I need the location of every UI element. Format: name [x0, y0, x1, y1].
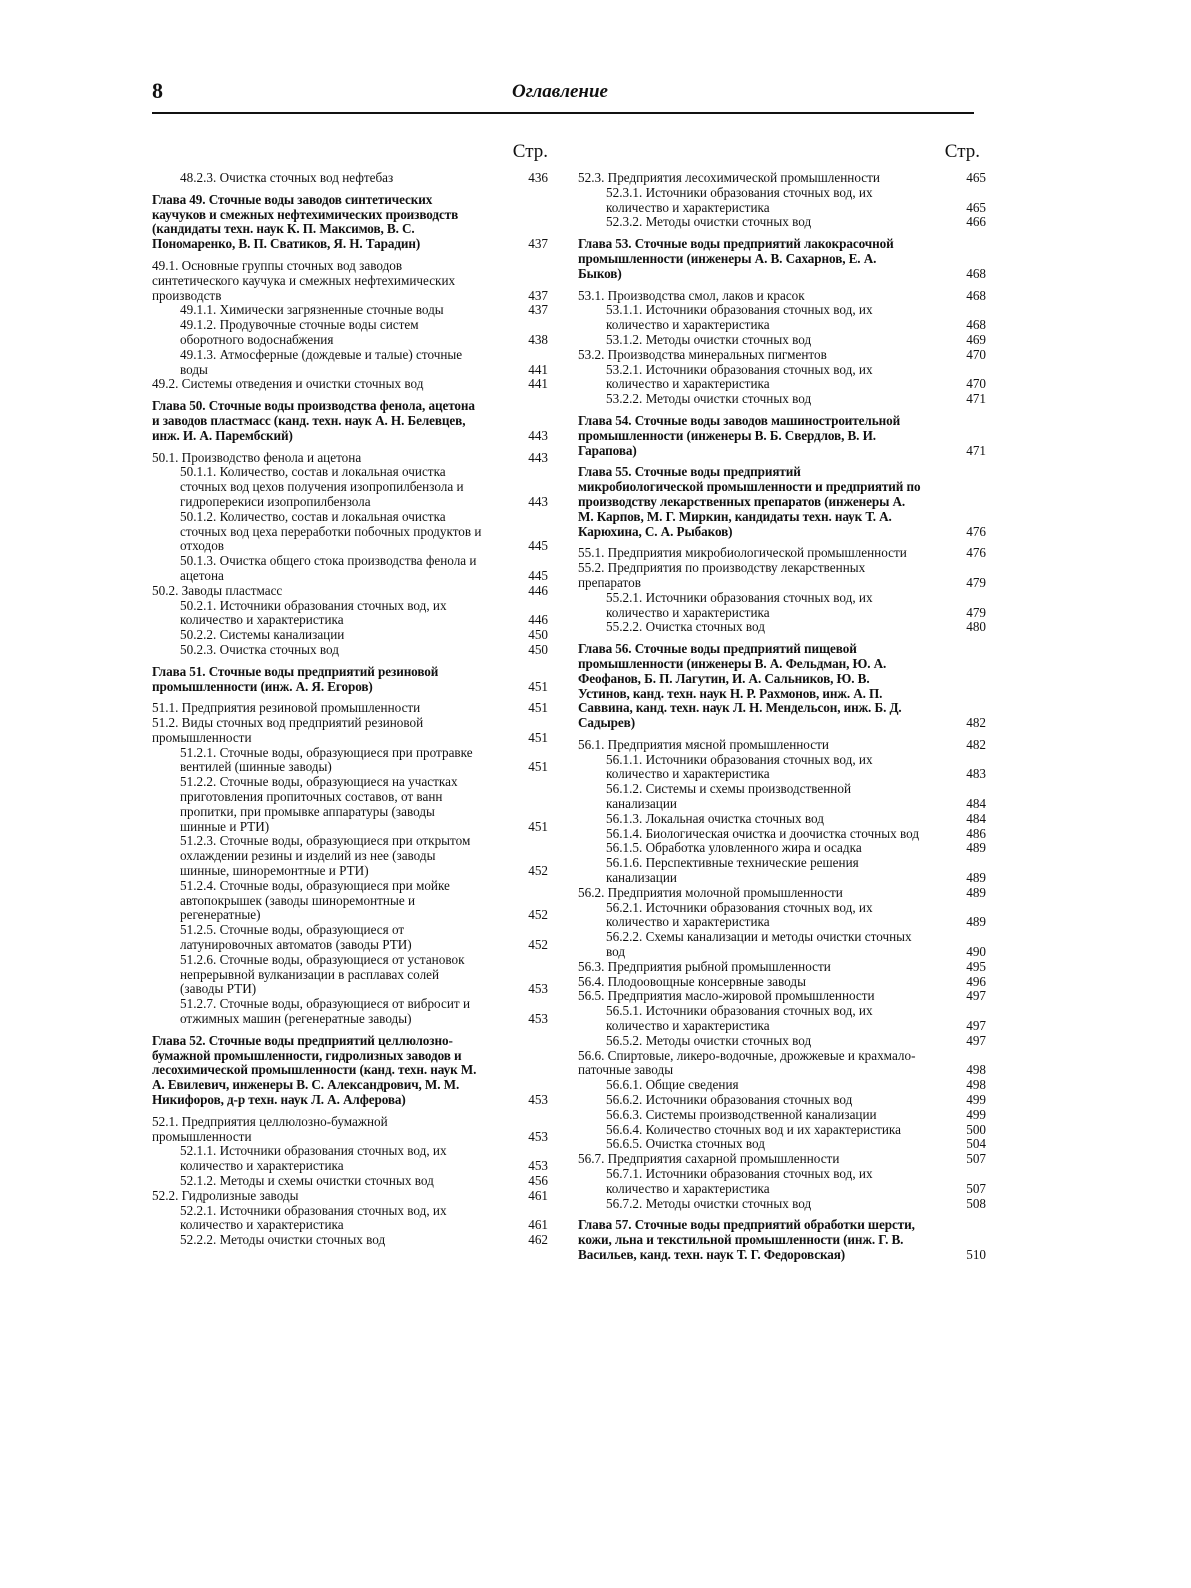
toc-section-entry	[578, 171, 986, 186]
toc-entry-page: 497	[966, 1018, 986, 1034]
toc-entry-page: 452	[528, 863, 548, 879]
toc-subsection-entry	[152, 348, 558, 378]
toc-subsection-entry	[152, 643, 558, 658]
toc-subsection-entry	[152, 879, 558, 923]
toc-section-entry	[152, 259, 558, 303]
toc-subsection-entry	[152, 1144, 558, 1174]
toc-entry-title: 55.1. Предприятия микробиологической промышленности	[578, 545, 907, 561]
toc-subsection-entry	[152, 510, 558, 554]
toc-entry-title: 48.2.3. Очистка сточных вод нефтебаз	[180, 170, 394, 185]
toc-entry-page: 446	[528, 612, 548, 628]
toc-entry-page: 469	[966, 331, 986, 347]
toc-entry-page: 500	[966, 1121, 986, 1137]
toc-entry-title: 56.6.5. Очистка сточных вод	[606, 1136, 765, 1152]
toc-entry-title: 50.1.1. Количество, состав и локальная очистка сточных вод цехов получения изопропилбензола и гидроперекиси изопропилбензола	[180, 464, 464, 509]
toc-entry-title: 52.3.1. Источники образования сточных вод, их количество и характеристика	[606, 184, 873, 215]
toc-entry-page: 450	[528, 627, 548, 643]
toc-section-entry	[578, 561, 986, 591]
toc-subsection-entry	[578, 215, 986, 230]
toc-column-right	[578, 141, 986, 1270]
toc-entry-title: 52.3. Предприятия лесохимической промышленности	[578, 170, 880, 185]
page-number: 8	[152, 78, 163, 103]
toc-entry-page: 471	[966, 391, 986, 407]
toc-entry-page: 496	[966, 973, 986, 989]
toc-entry-title: 56.1.2. Системы и схемы производственной канализации	[606, 781, 851, 812]
toc-section-entry	[578, 960, 986, 975]
toc-section-entry	[152, 1189, 558, 1204]
toc-entry-page: 453	[528, 1158, 548, 1174]
toc-chapter-entry	[578, 414, 986, 458]
toc-entry-title: Глава 50. Сточные воды производства фенола, ацетона и заводов пластмасс (канд. техн. наук А. Н. Белевцев, инж. И. А. Парембский)	[152, 398, 475, 443]
toc-subsection-entry	[578, 1167, 986, 1197]
toc-section-entry	[578, 989, 986, 1004]
toc-entry-title: 51.2.5. Сточные воды, образующиеся от латунировочных автоматов (заводы РТИ)	[180, 922, 412, 953]
toc-entry-title: 53.1. Производства смол, лаков и красок	[578, 287, 805, 303]
toc-entry-title: Глава 56. Сточные воды предприятий пищевой промышленности (инженеры В. А. Фельдман, Ю. А. Феофанов, Б. П. Лагутин, И. А. Сальников, Ю. В. Устинов, канд. техн. наук Н. Р. Рахмонов, инж. А. П. Саввина, канд. техн. наук Л. Н. Мендельсон, инж. Б. Д. Садырев)	[578, 641, 902, 731]
toc-entry-page: 451	[528, 678, 548, 694]
toc-entry-page: 471	[966, 442, 986, 458]
toc-entry-page: 470	[966, 346, 986, 362]
toc-entry-title: 56.1.5. Обработка уловленного жира и осадка	[606, 840, 862, 856]
toc-entry-page: 468	[966, 317, 986, 333]
toc-entry-page: 456	[528, 1173, 548, 1188]
toc-section-entry	[578, 886, 986, 901]
toc-entry-title: 53.1.2. Методы очистки сточных вод	[606, 331, 812, 347]
toc-subsection-entry	[152, 318, 558, 348]
toc-entry-title: 56.6. Спиртовые, ликеро-водочные, дрожжевые и крахмало-паточные заводы	[578, 1047, 916, 1078]
toc-entry-page: 466	[966, 214, 986, 230]
toc-section-entry	[578, 738, 986, 753]
toc-section-entry	[152, 377, 558, 392]
toc-entry-page: 498	[966, 1077, 986, 1093]
toc-entry-title: Глава 57. Сточные воды предприятий обработки шерсти, кожи, льна и текстильной промышленности (инж. Г. В. Васильев, канд. техн. наук Т. Г. Федоровская)	[578, 1217, 915, 1262]
toc-entry-page: 452	[528, 907, 548, 923]
toc-entry-title: 50.2.1. Источники образования сточных вод, их количество и характеристика	[180, 597, 447, 628]
toc-entry-page: 445	[528, 567, 548, 583]
toc-subsection-entry	[578, 782, 986, 812]
toc-entry-title: 52.2. Гидролизные заводы	[152, 1187, 299, 1203]
toc-subsection-entry	[152, 997, 558, 1027]
toc-entry-title: Глава 52. Сточные воды предприятий целлюлозно-бумажной промышленности, гидролизных заводов и лесохимической промышленности (канд. техн. наук М. А. Евилевич, инженеры В. С. Александрович, М. М. Никифоров, д-р техн. наук Л. А. Алферова)	[152, 1032, 477, 1108]
toc-section-entry	[578, 546, 986, 561]
toc-entry-title: 49.1.2. Продувочные сточные воды систем оборотного водоснабжения	[180, 317, 419, 347]
toc-entry-title: 55.2. Предприятия по производству лекарственных препаратов	[578, 560, 866, 590]
page-column-label: Стр.	[512, 141, 548, 162]
toc-entry-page: 451	[528, 818, 548, 834]
toc-entry-title: 55.2.2. Очистка сточных вод	[606, 619, 765, 635]
toc-entry-page: 453	[528, 981, 548, 997]
toc-section-entry	[152, 584, 558, 599]
toc-entry-page: 490	[966, 944, 986, 960]
toc-entry-title: 50.2. Заводы пластмасс	[152, 582, 283, 598]
toc-subsection-entry	[578, 620, 986, 635]
toc-column-left	[152, 141, 558, 1248]
toc-entry-page: 507	[966, 1180, 986, 1196]
toc-section-entry	[152, 701, 558, 716]
toc-entry-title: 56.6.2. Источники образования сточных вод	[606, 1092, 853, 1108]
toc-entry-page: 452	[528, 937, 548, 953]
toc-entry-page: 476	[966, 523, 986, 539]
toc-subsection-entry	[578, 1093, 986, 1108]
toc-subsection-entry	[152, 1174, 558, 1189]
toc-subsection-entry	[152, 303, 558, 318]
toc-section-entry	[578, 289, 986, 304]
toc-subsection-entry	[152, 599, 558, 629]
toc-subsection-entry	[578, 363, 986, 393]
toc-entry-title: 50.1.2. Количество, состав и локальная очистка сточных вод цеха переработки побочных продуктов и отходов	[180, 508, 482, 554]
toc-entry-title: 52.3.2. Методы очистки сточных вод	[606, 214, 812, 230]
toc-subsection-entry	[578, 333, 986, 348]
toc-entry-page: 476	[966, 545, 986, 561]
toc-entry-title: 50.2.2. Системы канализации	[180, 627, 345, 643]
toc-entry-title: 56.2.2. Схемы канализации и методы очистки сточных вод	[606, 929, 912, 960]
toc-subsection-entry	[152, 465, 558, 509]
toc-subsection-entry	[578, 1123, 986, 1138]
toc-subsection-entry	[578, 812, 986, 827]
toc-subsection-entry	[152, 923, 558, 953]
toc-entry-page: 450	[528, 641, 548, 657]
toc-entry-page: 483	[966, 766, 986, 782]
toc-entry-title: 56.7.2. Методы очистки сточных вод	[606, 1195, 812, 1211]
toc-entry-page: 489	[966, 884, 986, 900]
toc-entry-title: Глава 55. Сточные воды предприятий микробиологической промышленности и предприятий по производству лекарственных препаратов (инженеры А. М. Карпов, М. Г. Миркин, кандидаты техн. наук Т. А. Карюхина, С. А. Рыбаков)	[578, 464, 921, 539]
toc-entry-page: 461	[528, 1217, 548, 1233]
running-title: Оглавление	[512, 81, 608, 102]
toc-subsection-entry	[152, 746, 558, 776]
toc-entry-page: 507	[966, 1151, 986, 1167]
toc-entry-title: Глава 54. Сточные воды заводов машиностроительной промышленности (инженеры В. Б. Свердлов, В. И. Гарапова)	[578, 412, 901, 458]
toc-entry-title: Глава 53. Сточные воды предприятий лакокрасочной промышленности (инженеры А. В. Сахарнов, Е. А. Быков)	[578, 236, 894, 281]
toc-entry-page: 441	[528, 361, 548, 377]
toc-entry-title: 56.6.4. Количество сточных вод и их характеристика	[606, 1121, 901, 1137]
toc-entry-page: 497	[966, 988, 986, 1004]
toc-chapter-entry	[578, 1218, 986, 1262]
toc-section-entry	[578, 348, 986, 363]
toc-subsection-entry	[578, 1004, 986, 1034]
toc-entry-page: 446	[528, 582, 548, 598]
toc-entry-page: 451	[528, 759, 548, 775]
toc-entry-page: 482	[966, 736, 986, 752]
toc-entry-page: 480	[966, 619, 986, 635]
toc-subsection-entry	[152, 1204, 558, 1234]
toc-entry-page: 470	[966, 376, 986, 392]
toc-entry-title: 51.2. Виды сточных вод предприятий резиновой промышленности	[152, 715, 424, 745]
toc-entry-title: 56.1. Предприятия мясной промышленности	[578, 736, 829, 752]
toc-entry-page: 468	[966, 287, 986, 303]
toc-entry-title: 56.1.3. Локальная очистка сточных вод	[606, 810, 824, 826]
toc-entry-page: 443	[528, 427, 548, 443]
toc-entry-title: 56.2. Предприятия молочной промышленности	[578, 884, 843, 900]
toc-entry-title: 56.6.1. Общие сведения	[606, 1077, 739, 1093]
toc-chapter-entry	[152, 1034, 558, 1108]
toc-chapter-entry	[578, 642, 986, 731]
toc-entry-page: 484	[966, 796, 986, 812]
toc-entry-title: 53.2.2. Методы очистки сточных вод	[606, 391, 812, 407]
toc-subsection-entry	[578, 827, 986, 842]
toc-entry-page: 489	[966, 840, 986, 856]
toc-section-entry	[152, 1115, 558, 1145]
toc-subsection-entry	[578, 841, 986, 856]
toc-section-entry	[578, 975, 986, 990]
toc-subsection-entry	[578, 1108, 986, 1123]
toc-subsection-entry	[578, 1034, 986, 1049]
toc-entry-page: 486	[966, 825, 986, 841]
toc-entry-title: 56.6.3. Системы производственной канализации	[606, 1106, 877, 1122]
toc-subsection-entry	[152, 953, 558, 997]
toc-entry-title: 52.1.1. Источники образования сточных вод, их количество и характеристика	[180, 1143, 447, 1174]
toc-chapter-entry	[152, 399, 558, 443]
toc-subsection-entry	[578, 1197, 986, 1212]
toc-entry-page: 510	[966, 1246, 986, 1262]
toc-entry-page: 468	[966, 265, 986, 281]
toc-entry-title: 49.1.3. Атмосферные (дождевые и талые) сточные воды	[180, 346, 463, 377]
toc-entry-page: 465	[966, 199, 986, 215]
toc-section-entry	[578, 1152, 986, 1167]
toc-entry-page: 438	[528, 331, 548, 347]
toc-entry-page: 499	[966, 1106, 986, 1122]
toc-entry-page: 441	[528, 376, 548, 392]
toc-subsection-entry	[152, 834, 558, 878]
toc-subsection-entry	[578, 753, 986, 783]
toc-entry-page: 482	[966, 715, 986, 731]
toc-subsection-entry	[578, 1137, 986, 1152]
toc-entry-title: Глава 49. Сточные воды заводов синтетических каучуков и смежных нефтехимических производств (кандидаты техн. наук К. П. Максимов, В. С. Пономаренко, В. П. Сватиков, Я. Н. Тарадин)	[152, 191, 459, 252]
toc-entry-page: 499	[966, 1092, 986, 1108]
toc-entry-title: 49.1. Основные группы сточных вод заводов синтетического каучука и смежных нефтехимических производств	[152, 257, 456, 303]
toc-entry-title: 56.1.6. Перспективные технические решения канализации	[606, 855, 859, 886]
toc-subsection-entry	[152, 554, 558, 584]
toc-entry-page: 451	[528, 729, 548, 745]
toc-entry-title: 49.1.1. Химически загрязненные сточные воды	[180, 302, 444, 318]
toc-subsection-entry	[578, 392, 986, 407]
toc-entry-title: 53.2. Производства минеральных пигментов	[578, 346, 827, 362]
toc-entry-title: 52.2.1. Источники образования сточных вод, их количество и характеристика	[180, 1202, 447, 1233]
toc-chapter-entry	[152, 665, 558, 695]
toc-entry-title: 50.2.3. Очистка сточных вод	[180, 641, 339, 657]
toc-chapter-entry	[152, 193, 558, 252]
toc-subsection-entry	[152, 1233, 558, 1248]
toc-entry-title: 56.7.1. Источники образования сточных вод, их количество и характеристика	[606, 1166, 873, 1196]
toc-entry-title: 51.2.6. Сточные воды, образующиеся от установок непрерывной вулканизации в расплавах солей (заводы РТИ)	[180, 951, 465, 997]
toc-entry-title: 56.7. Предприятия сахарной промышленности	[578, 1151, 840, 1167]
toc-entry-title: 51.2.2. Сточные воды, образующиеся на участках приготовления пропиточных составов, от ванн пропитки, при промывке аппаратуры (заводы шинные и РТИ)	[180, 774, 458, 834]
toc-subsection-entry	[578, 930, 986, 960]
toc-entry-page: 437	[528, 236, 548, 252]
toc-chapter-entry	[578, 465, 986, 539]
toc-entry-page: 479	[966, 604, 986, 620]
toc-section-entry	[578, 1049, 986, 1079]
toc-subsection-entry	[152, 775, 558, 834]
toc-entry-page: 445	[528, 538, 548, 554]
toc-entry-title: 51.2.7. Сточные воды, образующиеся от вибросит и отжимных машин (регенератные заводы)	[180, 996, 470, 1027]
toc-entry-title: 50.1.3. Очистка общего стока производства фенола и ацетона	[180, 553, 477, 583]
toc-entry-title: 53.2.1. Источники образования сточных вод, их количество и характеристика	[606, 361, 873, 392]
header-rule	[152, 112, 974, 114]
toc-entry-title: 50.1. Производство фенола и ацетона	[152, 449, 362, 465]
toc-subsection-entry	[578, 591, 986, 621]
toc-entry-title: 53.1.1. Источники образования сточных вод, их количество и характеристика	[606, 302, 873, 333]
toc-entry-page: 462	[528, 1232, 548, 1248]
toc-entry-page: 504	[966, 1136, 986, 1152]
page-header	[152, 78, 974, 114]
toc-subsection-entry	[578, 901, 986, 931]
toc-entry-title: 51.2.4. Сточные воды, образующиеся при мойке автопокрышек (заводы шиноремонтные и регенератные)	[180, 877, 450, 923]
toc-entry-title: 49.2. Системы отведения и очистки сточных вод	[152, 376, 424, 392]
toc-entry-page: 465	[966, 170, 986, 185]
toc-subsection-entry	[578, 1078, 986, 1093]
toc-entry-page: 461	[528, 1187, 548, 1203]
toc-entry-page: 443	[528, 449, 548, 465]
toc-entry-title: 51.2.1. Сточные воды, образующиеся при протравке вентилей (шинные заводы)	[180, 744, 473, 775]
toc-entry-title: 52.1. Предприятия целлюлозно-бумажной промышленности	[152, 1113, 388, 1144]
page-column-label: Стр.	[944, 141, 980, 162]
toc-entry-title: 51.2.3. Сточные воды, образующиеся при открытом охлаждении резины и изделий из нее (заводы шинные, шиноремонтные и РТИ)	[180, 833, 471, 879]
toc-entry-page: 489	[966, 870, 986, 886]
toc-entry-title: 56.1.4. Биологическая очистка и доочистка сточных вод	[606, 825, 920, 841]
toc-entry-title: 51.1. Предприятия резиновой промышленности	[152, 700, 421, 716]
toc-entry-page: 451	[528, 700, 548, 716]
toc-entry-page: 453	[528, 1011, 548, 1027]
toc-subsection-entry	[578, 303, 986, 333]
toc-entry-page: 437	[528, 287, 548, 303]
toc-entry-page: 498	[966, 1062, 986, 1078]
toc-subsection-entry	[152, 628, 558, 643]
toc-entry-title: 56.1.1. Источники образования сточных вод, их количество и характеристика	[606, 751, 873, 782]
toc-entry-page: 495	[966, 958, 986, 974]
toc-entry-title: 55.2.1. Источники образования сточных вод, их количество и характеристика	[606, 589, 873, 620]
toc-entry-page: 479	[966, 574, 986, 590]
toc-entry-page: 489	[966, 914, 986, 930]
toc-section-entry	[152, 451, 558, 466]
toc-entry-title: 56.3. Предприятия рыбной промышленности	[578, 958, 831, 974]
toc-entry-page: 453	[528, 1128, 548, 1144]
toc-section-entry	[152, 716, 558, 746]
toc-entry-page: 453	[528, 1092, 548, 1108]
toc-subsection-entry	[152, 171, 558, 186]
toc-chapter-entry	[578, 237, 986, 281]
toc-entry-title: Глава 51. Сточные воды предприятий резиновой промышленности (инж. А. Я. Егоров)	[152, 663, 439, 694]
toc-entry-page: 443	[528, 493, 548, 509]
toc-subsection-entry	[578, 186, 986, 216]
toc-entry-title: 56.4. Плодоовощные консервные заводы	[578, 973, 806, 989]
toc-subsection-entry	[578, 856, 986, 886]
toc-entry-page: 497	[966, 1032, 986, 1048]
toc-entry-title: 56.2.1. Источники образования сточных вод, их количество и характеристика	[606, 899, 873, 930]
toc-entry-title: 56.5.1. Источники образования сточных вод, их количество и характеристика	[606, 1003, 873, 1034]
toc-entry-title: 52.2.2. Методы очистки сточных вод	[180, 1232, 386, 1248]
toc-entry-page: 437	[528, 302, 548, 318]
toc-entry-title: 56.5.2. Методы очистки сточных вод	[606, 1032, 812, 1048]
toc-entry-page: 508	[966, 1195, 986, 1211]
toc-entry-page: 484	[966, 810, 986, 826]
toc-entry-title: 56.5. Предприятия масло-жировой промышленности	[578, 988, 875, 1004]
toc-entry-page: 436	[528, 170, 548, 185]
toc-entry-title: 52.1.2. Методы и схемы очистки сточных вод	[180, 1173, 434, 1188]
